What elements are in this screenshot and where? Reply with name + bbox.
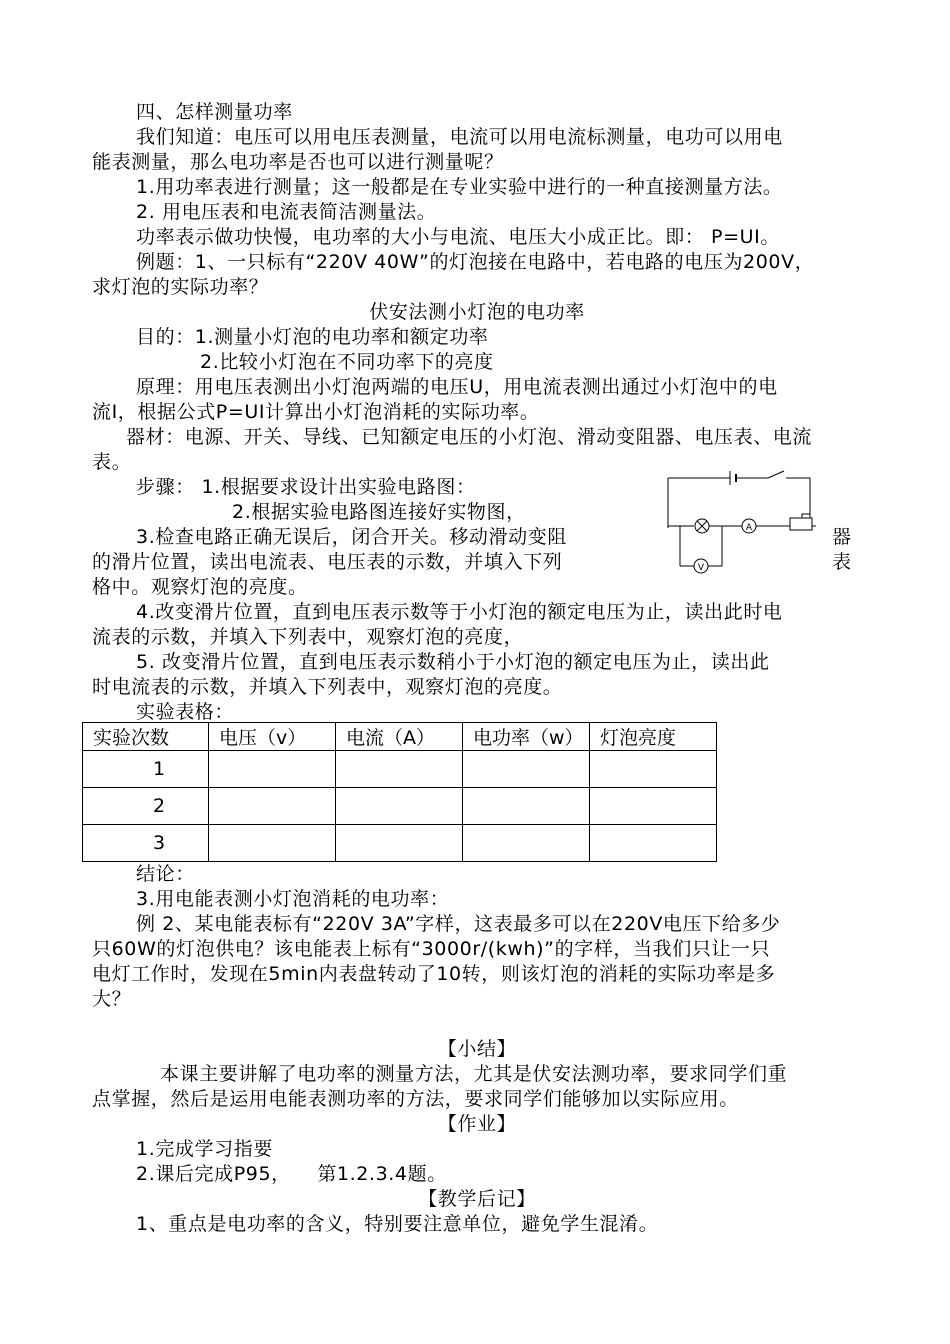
text-line: 器材：电源、开关、导线、已知额定电压的小灯泡、滑动变阻器、电压表、电流	[126, 426, 813, 448]
table-cell	[463, 825, 590, 862]
text-line: 2. 用电压表和电流表简洁测量法。	[136, 201, 437, 223]
homework-heading: 【作业】	[437, 1113, 517, 1135]
table-cell	[209, 825, 336, 862]
text-line: 例题：1、一只标有“220V 40W”的灯泡接在电路中，若电路的电压为200V，	[136, 251, 815, 273]
switch-icon	[768, 471, 784, 478]
text-line: 2.根据实验电路图连接好实物图，	[232, 501, 526, 523]
text-line: 点掌握，然后是运用电能表测功率的方法，要求同学们能够加以实际应用。	[92, 1088, 739, 1110]
table-cell	[209, 751, 336, 788]
text-line: 结论：	[136, 863, 195, 885]
text-line: 1、重点是电功率的含义，特别要注意单位，避免学生混淆。	[136, 1213, 659, 1235]
table-cell: 1	[83, 751, 209, 788]
text-line: 目的：1.测量小灯泡的电功率和额定功率	[136, 326, 489, 348]
text-line: 原理：用电压表测出小灯泡两端的电压U，用电流表测出通过小灯泡中的电	[136, 376, 778, 398]
table-cell: 3	[83, 825, 209, 862]
table-cell	[336, 788, 463, 825]
text-line: 电灯工作时，发现在5min内表盘转动了10转，则该灯泡的消耗的实际功率是多	[92, 963, 776, 985]
table-header-cell: 电功率（w）	[463, 723, 590, 751]
text-line: 2.比较小灯泡在不同功率下的亮度	[200, 351, 494, 373]
table-cell	[463, 788, 590, 825]
summary-heading: 【小结】	[437, 1038, 517, 1060]
text-line: 时电流表的示数，并填入下列表中，观察灯泡的亮度。	[92, 676, 563, 698]
table-header-cell: 实验次数	[83, 723, 209, 751]
table-header-cell: 电压（v）	[209, 723, 336, 751]
text-line: 格中。观察灯泡的亮度。	[92, 576, 308, 598]
text-line: 表。	[92, 451, 132, 473]
text-line: 我们知道：电压可以用电压表测量，电流可以用电流标测量，电功可以用电	[136, 126, 783, 148]
circuit-diagram	[660, 468, 820, 578]
table-row	[83, 788, 717, 825]
text-line: 功率表示做功快慢，电功率的大小与电流、电压大小成正比。即： P=UI。	[136, 226, 780, 248]
text-line: 3.检查电路正确无误后，闭合开关。移动滑动变阻	[136, 526, 567, 548]
table-cell	[590, 788, 717, 825]
text-line: 5. 改变滑片位置，直到电压表示数稍小于小灯泡的额定电压为止，读出此	[136, 651, 770, 673]
text-line: 例 2、某电能表标有“220V 3A”字样，这表最多可以在220V电压下给多少	[136, 913, 781, 935]
text-line: 流I，根据公式P=UI计算出小灯泡消耗的实际功率。	[92, 401, 540, 423]
text-line: 4.改变滑片位置，直到电压表示数等于小灯泡的额定电压为止，读出此时电	[136, 601, 783, 623]
text-line: 实验表格：	[136, 701, 235, 723]
text-line: 1.完成学习指要	[136, 1138, 273, 1160]
experiment-table	[82, 722, 717, 862]
text-line: 3.用电能表测小灯泡消耗的电功率：	[136, 888, 450, 910]
text-line: 本课主要讲解了电功率的测量方法，尤其是伏安法测功率，要求同学们重	[160, 1063, 788, 1085]
text-line: 的滑片位置，读出电流表、电压表的示数，并填入下列	[92, 551, 563, 573]
postscript-heading: 【教学后记】	[418, 1188, 536, 1210]
table-cell	[590, 825, 717, 862]
table-row	[83, 751, 717, 788]
text-line: 1.用功率表进行测量；这一般都是在专业实验中进行的一种直接测量方法。	[136, 176, 783, 198]
table-cell	[463, 751, 590, 788]
text-line: 2.课后完成P95， 第1.2.3.4题。	[136, 1163, 447, 1185]
table-header-row	[83, 723, 717, 751]
text-line: 求灯泡的实际功率？	[92, 276, 269, 298]
table-cell	[336, 751, 463, 788]
rheostat-icon	[790, 518, 812, 530]
text-line: 表	[832, 551, 852, 573]
experiment-title: 伏安法测小灯泡的电功率	[369, 301, 585, 323]
voltmeter-label: V	[697, 563, 705, 573]
text-line: 只60W的灯泡供电？该电能表上标有“3000r/(kwh)”的字样，当我们只让一只	[92, 938, 771, 960]
table-row	[83, 825, 717, 862]
table-cell	[590, 751, 717, 788]
text-line: 器	[832, 526, 852, 548]
text-line: 流表的示数，并填入下列表中，观察灯泡的亮度，	[92, 626, 524, 648]
table-cell	[336, 825, 463, 862]
text-line: 大？	[92, 988, 132, 1010]
table-cell	[209, 788, 336, 825]
section-heading: 四、怎样测量功率	[136, 101, 293, 123]
ammeter-label: A	[745, 523, 753, 533]
table-header-cell: 电流（A）	[336, 723, 463, 751]
text-line: 能表测量，那么电功率是否也可以进行测量呢？	[92, 151, 504, 173]
text-line: 步骤： 1.根据要求设计出实验电路图：	[136, 476, 476, 498]
table-header-cell: 灯泡亮度	[590, 723, 717, 751]
table-cell: 2	[83, 788, 209, 825]
